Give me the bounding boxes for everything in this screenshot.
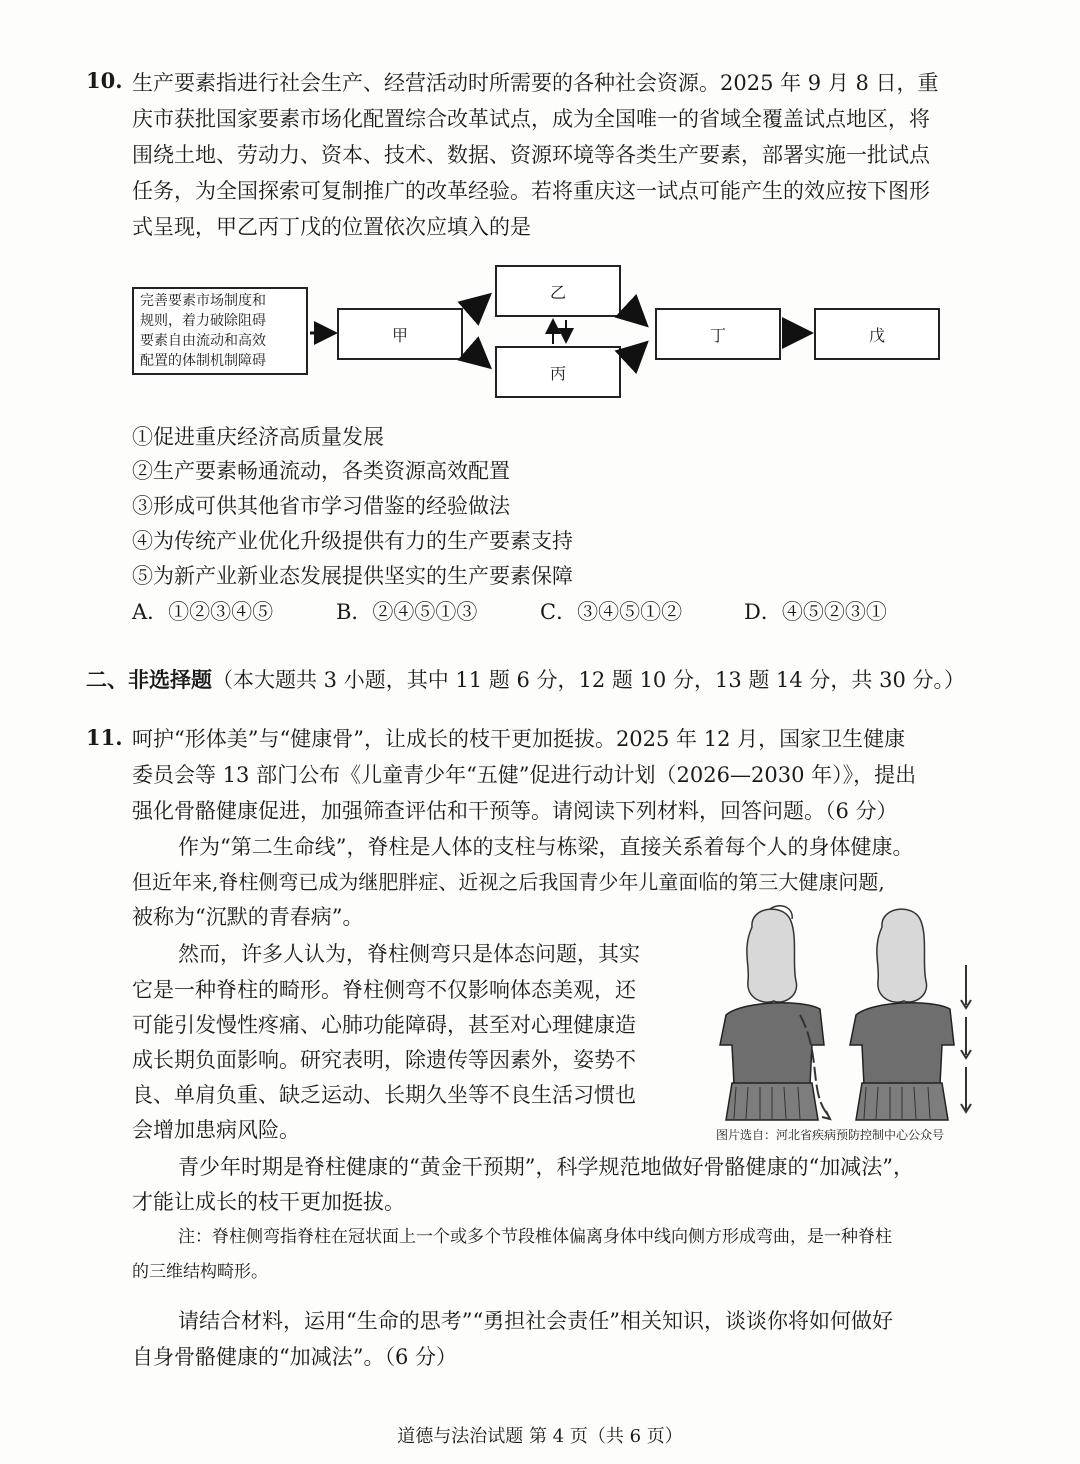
para2-line-6: 会增加患病风险。 bbox=[132, 1118, 300, 1142]
para2-line-4: 成长期负面影响。研究表明，除遗传等因素外，姿势不 bbox=[132, 1048, 636, 1072]
para1-line-1: 作为“第二生命线”，脊柱是人体的支柱与栋梁，直接关系着每个人的身体健康。 bbox=[178, 835, 914, 859]
para2-line-2: 它是一种脊柱的畸形。脊柱侧弯不仅影响体态美观，还 bbox=[132, 978, 636, 1002]
box-jia: 甲 bbox=[337, 308, 463, 360]
q10-line-3: 围绕土地、劳动力、资本、技术、数据、资源环境等各类生产要素，部署实施一批试点 bbox=[132, 143, 930, 167]
para1-line-2: 但近年来,脊柱侧弯已成为继肥胖症、近视之后我国青少年儿童面临的第三大健康问题, bbox=[132, 870, 885, 894]
choice-b: B．②④⑤①③ bbox=[336, 600, 478, 624]
q11-intro-3: 强化骨骼健康促进，加强筛查评估和干预等。请阅读下列材料，回答问题。（6 分） bbox=[132, 799, 898, 823]
q10-option-4: ④为传统产业优化升级提供有力的生产要素支持 bbox=[132, 529, 573, 553]
section-heading bbox=[86, 664, 965, 694]
question-line-1: 请结合材料，运用“生命的思考”“勇担社会责任”相关知识，谈谈你将如何做好 bbox=[178, 1309, 893, 1333]
note-line-2: 的三维结构畸形。 bbox=[132, 1262, 268, 1282]
girl-scoliosis-figure bbox=[720, 906, 830, 1120]
box-ding: 丁 bbox=[655, 308, 781, 360]
box-bing: 丙 bbox=[495, 346, 621, 398]
q11-number: 11. bbox=[86, 725, 123, 750]
para2-line-3: 可能引发慢性疼痛、心肺功能障碍，甚至对心理健康造 bbox=[132, 1013, 636, 1037]
note-line-1: 注：脊柱侧弯指脊柱在冠状面上一个或多个节段椎体偏离身体中线向侧方形成弯曲，是一种脊柱 bbox=[178, 1227, 892, 1247]
para3-line-1: 青少年时期是脊柱健康的“黄金干预期”，科学规范地做好骨骼健康的“加减法”， bbox=[178, 1155, 914, 1179]
question-line-2: 自身骨骼健康的“加减法”。（6 分） bbox=[132, 1345, 458, 1369]
section-title: 二、非选择题 bbox=[86, 667, 212, 692]
choice-a: A．①②③④⑤ bbox=[132, 600, 274, 624]
q10-line-4: 任务，为全国探索可复制推广的改革经验。若将重庆这一试点可能产生的效应按下图形 bbox=[132, 179, 930, 203]
q10-line-5: 式呈现，甲乙丙丁戊的位置依次应填入的是 bbox=[132, 215, 531, 239]
posture-illustration bbox=[712, 905, 990, 1125]
arrow-jia-to-yi bbox=[470, 298, 486, 312]
para2-line-1: 然而，许多人认为，脊柱侧弯只是体态问题，其实 bbox=[178, 942, 640, 966]
image-caption: 图片选自：河北省疾病预防控制中心公众号 bbox=[716, 1128, 945, 1142]
start-text-4: 配置的体制机制障碍 bbox=[140, 353, 266, 369]
box-yi: 乙 bbox=[495, 265, 621, 317]
arrow-bing-to-ding bbox=[628, 346, 643, 360]
arrow-yi-to-ding bbox=[628, 308, 643, 322]
q10-option-2: ②生产要素畅通流动，各类资源高效配置 bbox=[132, 459, 510, 483]
q10-line-1: 生产要素指进行社会生产、经营活动时所需要的各种社会资源。2025 年 9 月 8 日，重 bbox=[132, 71, 939, 95]
q10-line-2: 庆市获批国家要素市场化配置综合改革试点，成为全国唯一的省域全覆盖试点地区，将 bbox=[132, 107, 930, 131]
box-wu: 戊 bbox=[814, 308, 940, 360]
arrow-jia-to-bing bbox=[470, 350, 486, 364]
para2-line-5: 良、单肩负重、缺乏运动、长期久坐等不良生活习惯也 bbox=[132, 1083, 636, 1107]
q11-intro-1: 呵护“形体美”与“健康骨”，让成长的枝干更加挺拔。2025 年 12 月，国家卫生健康 bbox=[132, 727, 906, 751]
diagram-arrows bbox=[0, 0, 1080, 420]
q10-option-1: ①促进重庆经济高质量发展 bbox=[132, 425, 384, 449]
q10-option-5: ⑤为新产业新业态发展提供坚实的生产要素保障 bbox=[132, 564, 573, 588]
para3-line-2: 才能让成长的枝干更加挺拔。 bbox=[132, 1190, 405, 1214]
page-footer: 道德与法治试题 第 4 页（共 6 页） bbox=[397, 1426, 683, 1447]
choice-d: D．④⑤②③① bbox=[744, 600, 887, 624]
choice-c: C．③④⑤①② bbox=[540, 600, 683, 624]
q11-intro-2: 委员会等 13 部门公布《儿童青少年“五健”促进行动计划（2026—2030 年）》，提出 bbox=[132, 763, 917, 787]
para1-line-3: 被称为“沉默的青春病”。 bbox=[132, 905, 364, 929]
start-text-3: 要素自由流动和高效 bbox=[140, 333, 266, 349]
start-text-1: 完善要素市场制度和 bbox=[140, 293, 266, 309]
section-desc: （本大题共 3 小题，其中 11 题 6 分，12 题 10 分，13 题 14 分，共 30 分。） bbox=[212, 668, 966, 692]
start-text-2: 规则，着力破除阻碍 bbox=[140, 313, 266, 329]
q10-number: 10. bbox=[86, 68, 123, 93]
girl-healthy-figure bbox=[850, 909, 971, 1120]
q10-option-3: ③形成可供其他省市学习借鉴的经验做法 bbox=[132, 494, 510, 518]
